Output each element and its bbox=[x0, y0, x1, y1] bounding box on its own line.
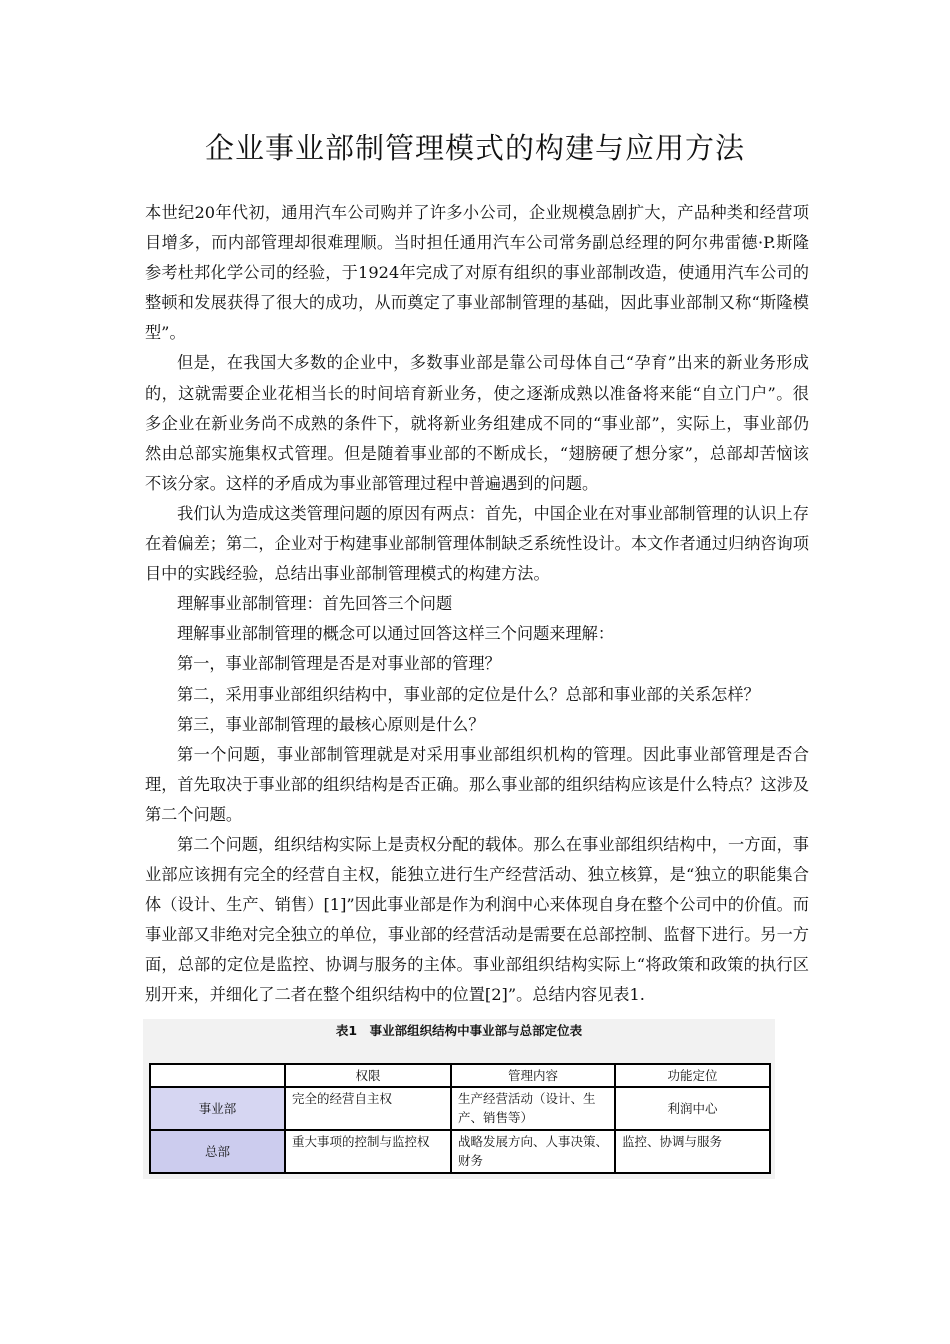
table-row bbox=[150, 1130, 770, 1173]
table-header-row bbox=[150, 1064, 770, 1087]
document-title: 企业事业部制管理模式的构建与应用方法 bbox=[204, 131, 745, 165]
table-cell-role: 利润中心 bbox=[615, 1087, 770, 1130]
table-header-empty bbox=[150, 1064, 285, 1087]
section-heading: 理解事业部制管理：首先回答三个问题 bbox=[177, 594, 453, 614]
table-caption: 表1 事业部组织结构中事业部与总部定位表 bbox=[335, 1023, 583, 1038]
table-cell-content: 战略发展方向、人事决策、财务 bbox=[451, 1130, 615, 1173]
paragraph: 但是，在我国大多数的企业中，多数事业部是靠公司母体自己“孕育”出来的新业务形成的，这就需要企业花相当长的时间培育新业务，使之逐渐成熟以准备将来能“自立门户”。很多企业在新业务尚不成熟的条件下，就将新业务组建成不同的“事业部”，实际上，事业部仍然由总部实施集权式管理。但是随着事业部的不断成长，“翅膀硬了想分家”，总部却苦恼该不该分家。这样的矛盾成为事业部管理过程中普遍遇到的问题。 bbox=[145, 353, 809, 493]
table-header-authority: 权限 bbox=[285, 1064, 451, 1087]
question-item: 第一，事业部制管理是否是对事业部的管理？ bbox=[177, 654, 501, 674]
table-row bbox=[150, 1087, 770, 1130]
document-body bbox=[145, 198, 809, 1011]
paragraph-intro: 本世纪20年代初，通用汽车公司购并了许多小公司，企业规模急剧扩大，产品种类和经营项目增多，而内部管理却很难理顺。当时担任通用汽车公司常务副总经理的阿尔弗雷德·P.斯隆参考杜邦化学公司的经验，于1924年完成了对原有组织的事业部制改造，使通用汽车公司的整顿和发展获得了很大的成功，从而奠定了事业部制管理的基础，因此事业部制又称“斯隆模型”。 bbox=[145, 203, 809, 343]
row-label: 事业部 bbox=[150, 1087, 285, 1130]
row-label: 总部 bbox=[150, 1130, 285, 1173]
positioning-table bbox=[149, 1063, 771, 1174]
table-header-role: 功能定位 bbox=[615, 1064, 770, 1087]
question-item: 第二，采用事业部组织结构中，事业部的定位是什么？总部和事业部的关系怎样？ bbox=[177, 684, 760, 704]
question-item: 第三，事业部制管理的最核心原则是什么？ bbox=[177, 714, 485, 734]
table-cell-content: 生产经营活动（设计、生产、销售等） bbox=[451, 1087, 615, 1130]
paragraph: 理解事业部制管理的概念可以通过回答这样三个问题来理解： bbox=[177, 624, 615, 644]
table-header-content: 管理内容 bbox=[451, 1064, 615, 1087]
paragraph: 第一个问题，事业部制管理就是对采用事业部组织机构的管理。因此事业部管理是否合理，首先取决于事业部的组织结构是否正确。那么事业部的组织结构应该是什么特点？这涉及第二个问题。 bbox=[145, 744, 809, 824]
table-cell-authority: 重大事项的控制与监控权 bbox=[285, 1130, 451, 1173]
paragraph: 第二个问题，组织结构实际上是责权分配的载体。那么在事业部组织结构中，一方面，事业部应该拥有完全的经营自主权，能独立进行生产经营活动、独立核算，是“独立的职能集合体（设计、生产、销售）[1]”因此事业部是作为利润中心来体现自身在整个公司中的价值。而事业部又非绝对完全独立的单位，事业部的经营活动是需要在总部控制、监督下进行。另一方面，总部的定位是监控、协调与服务的主体。事业部组织结构实际上“将政策和政策的执行区别开来，并细化了二者在整个组织结构中的位置[2]”。总结内容见表1. bbox=[145, 834, 809, 1005]
table-figure bbox=[143, 1019, 775, 1179]
paragraph: 我们认为造成这类管理问题的原因有两点：首先，中国企业在对事业部制管理的认识上存在着偏差；第二，企业对于构建事业部制管理体制缺乏系统性设计。本文作者通过归纳咨询项目中的实践经验，总结出事业部制管理模式的构建方法。 bbox=[145, 503, 809, 584]
table-cell-authority: 完全的经营自主权 bbox=[285, 1087, 451, 1130]
table-cell-role: 监控、协调与服务 bbox=[615, 1130, 770, 1173]
